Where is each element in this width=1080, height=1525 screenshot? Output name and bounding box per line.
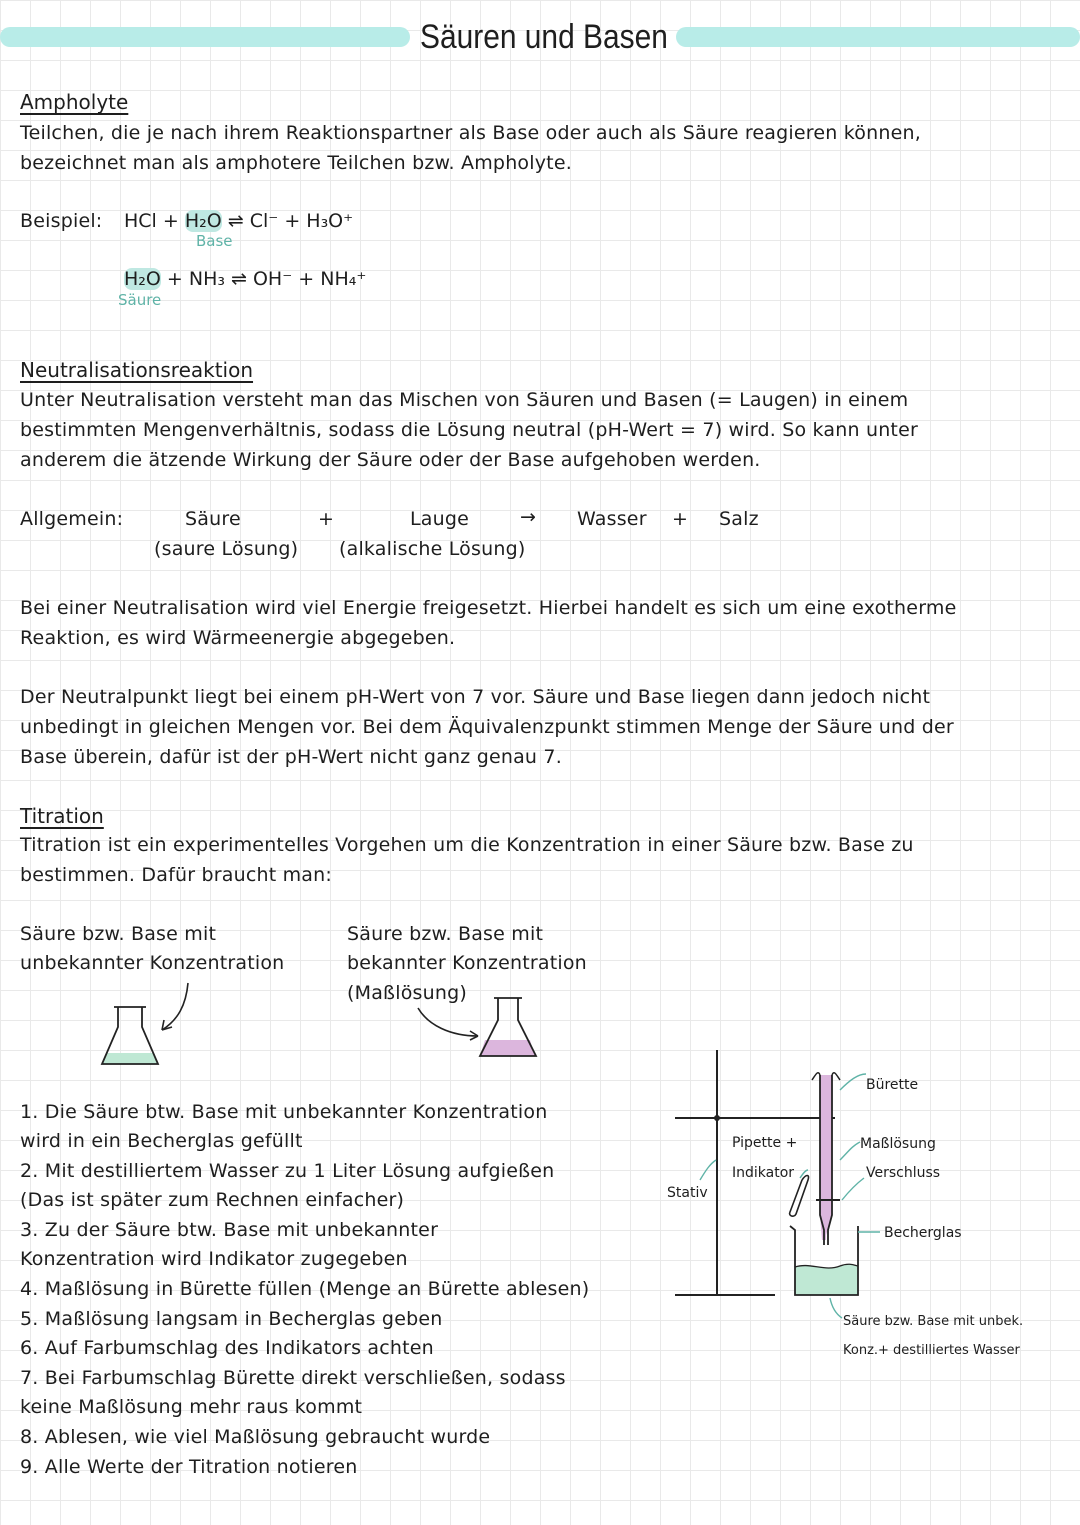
flask-unknown-liquid xyxy=(103,1053,157,1064)
flask-known-liquid xyxy=(480,1040,535,1056)
titration-step-1b: wird in ein Becherglas gefüllt xyxy=(20,1130,303,1152)
arrow-to-unknown-flask xyxy=(162,983,188,1030)
pipette xyxy=(790,1176,809,1217)
titration-step-5: 5. Maßlösung langsam in Becherglas geben xyxy=(20,1308,443,1330)
equation-1 xyxy=(124,210,353,232)
ampholyte-text-line1: Teilchen, die je nach ihrem Reaktionspartner als Base oder auch als Säure reagieren können, xyxy=(20,122,921,144)
general-salt: Salz xyxy=(719,508,759,530)
flask-unknown-illustration xyxy=(90,975,200,1075)
diagram-label-content-line1: Säure bzw. Base mit unbek. xyxy=(843,1314,1024,1329)
neutral-point-line1: Der Neutralpunkt liegt bei einem pH-Wert von 7 vor. Säure und Base liegen dann jedoch nicht xyxy=(20,686,931,708)
neutral-point-line2: unbedingt in gleichen Mengen vor. Bei dem Äquivalenzpunkt stimmen Menge der Säure und der xyxy=(20,716,954,738)
stand-clamp xyxy=(714,1115,720,1121)
general-plus-2: + xyxy=(672,508,689,530)
arrow-to-known-flask xyxy=(418,1008,478,1036)
neutralisation-text-line3: anderem die ätzende Wirkung der Säure oder der Base aufgehoben werden. xyxy=(20,449,761,471)
neutralisation-text-line2: bestimmten Mengenverhältnis, sodass die Lösung neutral (pH-Wert = 7) wird. So kann unter xyxy=(20,419,918,441)
unknown-solution-line1: Säure bzw. Base mit xyxy=(20,923,217,945)
arrow-stand xyxy=(700,1160,716,1180)
titration-apparatus xyxy=(660,1040,1060,1340)
titration-text-line2: bestimmen. Dafür braucht man: xyxy=(20,864,332,886)
diagram-label-pipette: Pipette + xyxy=(732,1135,798,1151)
titration-text-line1: Titration ist ein experimentelles Vorgehen um die Konzentration in einer Säure bzw. Base zu xyxy=(20,834,914,856)
arrow-solution xyxy=(840,1142,860,1160)
general-acid: Säure xyxy=(185,508,241,530)
equation-1-note: Base xyxy=(196,232,233,250)
titration-step-7b: keine Maßlösung mehr raus kommt xyxy=(20,1396,363,1418)
titration-step-8: 8. Ablesen, wie viel Maßlösung gebraucht wurde xyxy=(20,1426,491,1448)
flask-known-illustration xyxy=(410,990,550,1065)
equation-2-right: + NH₃ ⇌ OH⁻ + NH₄⁺ xyxy=(160,268,367,290)
unknown-solution-line2: unbekannter Konzentration xyxy=(20,952,285,974)
equation-2 xyxy=(124,268,366,290)
titration-step-2b: (Das ist später zum Rechnen einfacher) xyxy=(20,1189,405,1211)
equation-2-water: H₂O xyxy=(124,268,161,290)
equation-1-left: HCl + xyxy=(124,210,185,232)
general-base-note: (alkalische Lösung) xyxy=(339,538,526,560)
diagram-label-burette: Bürette xyxy=(866,1077,919,1093)
diagram-label-beaker: Becherglas xyxy=(884,1225,962,1241)
titration-step-3b: Konzentration wird Indikator zugegeben xyxy=(20,1248,408,1270)
titration-step-6: 6. Auf Farbumschlag des Indikators achten xyxy=(20,1337,434,1359)
ampholyte-text-line2: bezeichnet man als amphotere Teilchen bzw. Ampholyte. xyxy=(20,152,572,174)
neutral-point-line3: Base überein, dafür ist der pH-Wert nicht ganz genau 7. xyxy=(20,746,562,768)
titration-step-1a: 1. Die Säure btw. Base mit unbekannter Konzentration xyxy=(20,1101,548,1123)
arrow-content xyxy=(830,1298,842,1318)
general-label: Allgemein: xyxy=(20,508,124,530)
equation-1-right: ⇌ Cl⁻ + H₃O⁺ xyxy=(221,210,354,232)
beaker-liquid xyxy=(795,1264,858,1295)
equation-2-note: Säure xyxy=(118,291,162,309)
title-band-left xyxy=(0,27,410,47)
diagram-label-content-line2: Konz.+ destilliertes Wasser xyxy=(843,1343,1020,1358)
diagram-label-closure: Verschluss xyxy=(866,1165,941,1181)
neutralisation-heading: Neutralisationsreaktion xyxy=(20,358,254,382)
title-band-right xyxy=(676,27,1080,47)
known-solution-line1: Säure bzw. Base mit xyxy=(347,923,544,945)
titration-step-7a: 7. Bei Farbumschlag Bürette direkt verschließen, sodass xyxy=(20,1367,566,1389)
known-solution-line2: bekannter Konzentration xyxy=(347,952,587,974)
ampholyte-heading: Ampholyte xyxy=(20,90,129,114)
general-water: Wasser xyxy=(577,508,647,530)
titration-step-3a: 3. Zu der Säure btw. Base mit unbekannter xyxy=(20,1219,439,1241)
energy-text-line2: Reaktion, es wird Wärmeenergie abgegeben. xyxy=(20,627,456,649)
equation-1-water: H₂O xyxy=(184,210,222,232)
diagram-label-stand: Stativ xyxy=(667,1185,708,1201)
titration-step-9: 9. Alle Werte der Titration notieren xyxy=(20,1456,358,1478)
general-base: Lauge xyxy=(410,508,470,530)
example-label: Beispiel: xyxy=(20,210,103,232)
neutralisation-text-line1: Unter Neutralisation versteht man das Mischen von Säuren und Basen (= Laugen) in einem xyxy=(20,389,909,411)
diagram-label-solution: Maßlösung xyxy=(860,1136,936,1152)
burette-liquid xyxy=(820,1075,832,1240)
arrow-closure xyxy=(842,1178,864,1200)
general-plus-1: + xyxy=(318,508,335,530)
general-arrow: → xyxy=(520,506,537,528)
diagram-label-indicator: Indikator xyxy=(732,1165,795,1181)
arrow-burette xyxy=(840,1074,866,1090)
energy-text-line1: Bei einer Neutralisation wird viel Energie freigesetzt. Hierbei handelt es sich um eine exotherme xyxy=(20,597,957,619)
general-acid-note: (saure Lösung) xyxy=(154,538,299,560)
titration-heading: Titration xyxy=(20,804,104,828)
page-title: Säuren und Basen xyxy=(420,18,668,56)
titration-step-2a: 2. Mit destilliertem Wasser zu 1 Liter Lösung aufgießen xyxy=(20,1160,555,1182)
known-solution-line3: (Maßlösung) xyxy=(347,982,467,1004)
titration-step-4: 4. Maßlösung in Bürette füllen (Menge an Bürette ablesen) xyxy=(20,1278,590,1300)
